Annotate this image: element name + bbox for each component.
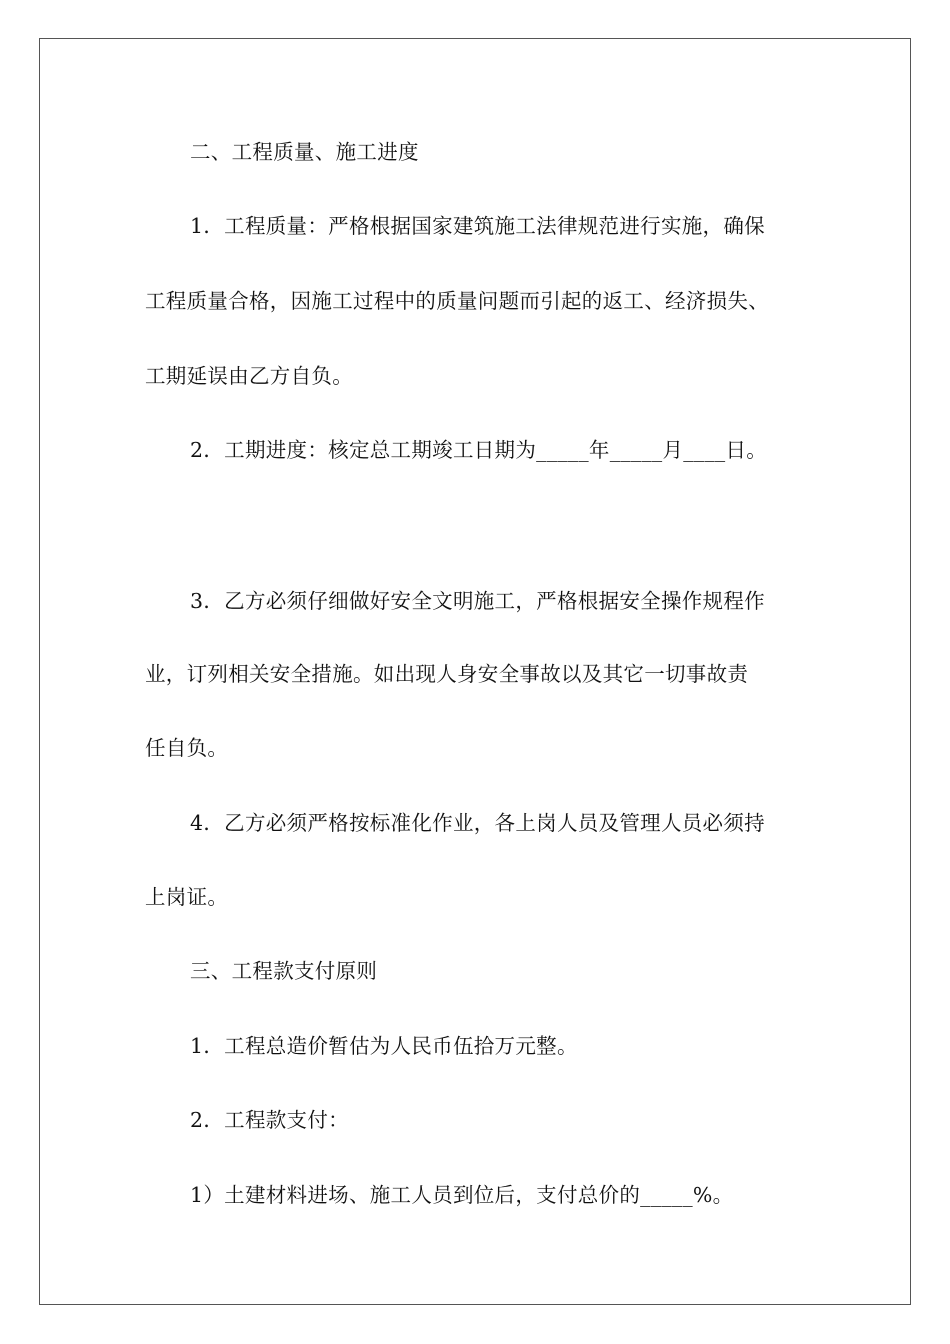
paragraph-line: 1．工程总造价暂估为人民币伍拾万元整。 [190,1034,578,1058]
paragraph-line: 上岗证。 [145,885,229,909]
paragraph-line: 2．工期进度：核定总工期竣工日期为_____年_____月____日。 [190,438,768,462]
paragraph-line: 3．乙方必须仔细做好安全文明施工，严格根据安全操作规程作 [190,589,765,613]
section-heading-payment: 三、工程款支付原则 [190,959,378,983]
paragraph-line: 2．工程款支付： [190,1108,349,1132]
paragraph-line: 任自负。 [145,736,229,760]
paragraph-line: 1）土建材料进场、施工人员到位后，支付总价的_____%。 [190,1183,734,1207]
paragraph-line: 1．工程质量：严格根据国家建筑施工法律规范进行实施，确保 [190,214,765,238]
paragraph-line: 工期延误由乙方自负。 [145,364,353,388]
paragraph-line: 4．乙方必须严格按标准化作业，各上岗人员及管理人员必须持 [190,811,765,835]
section-heading-quality-schedule: 二、工程质量、施工进度 [190,140,419,164]
paragraph-line: 业，订列相关安全措施。如出现人身安全事故以及其它一切事故责 [145,662,749,686]
paragraph-line: 工程质量合格，因施工过程中的质量问题而引起的返工、经济损失、 [145,289,769,313]
